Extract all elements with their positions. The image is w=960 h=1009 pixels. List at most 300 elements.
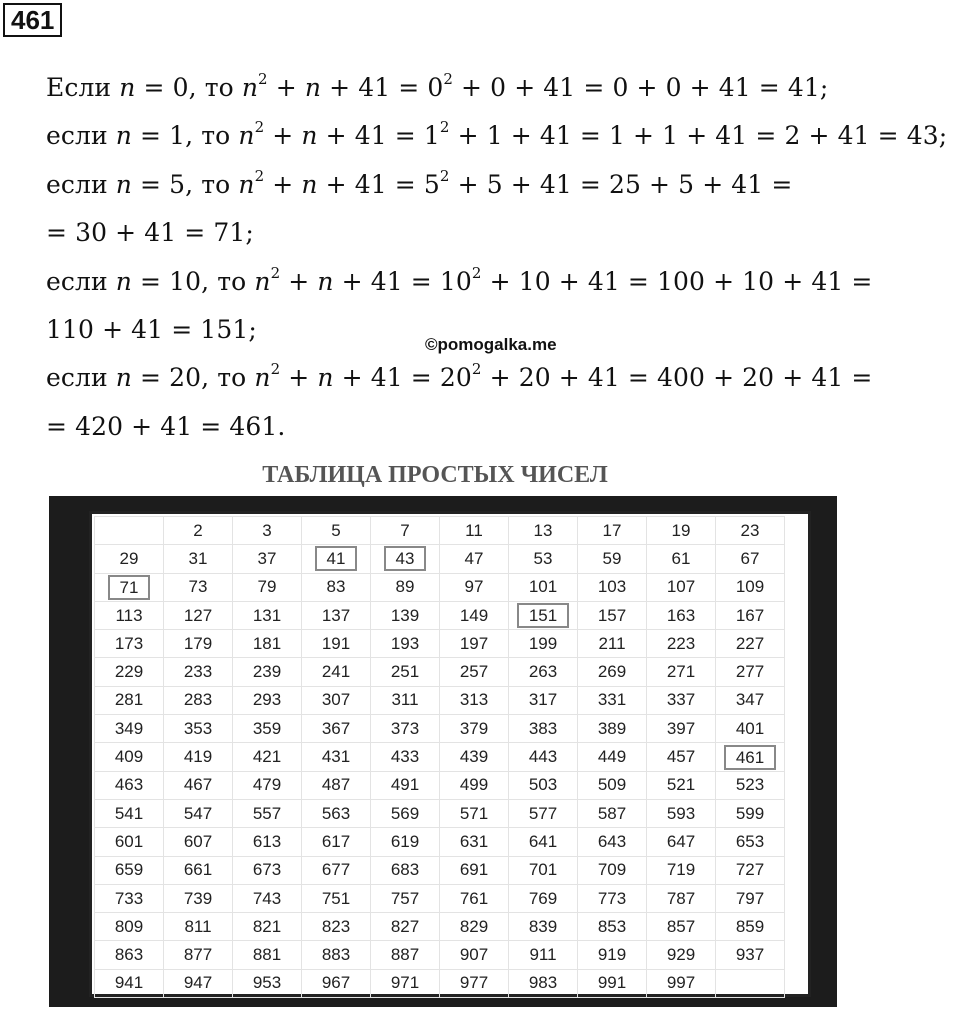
prime-value: 131 [252, 605, 282, 625]
equation-text: + 10 + 41 = 100 + 10 + 41 = [481, 266, 873, 296]
prime-cell [233, 630, 302, 658]
prime-value: 149 [459, 605, 489, 625]
prime-cell [716, 828, 785, 856]
equation-text: если [46, 169, 116, 199]
prime-value: 809 [114, 916, 144, 936]
prime-cell [716, 658, 785, 686]
prime-cell [716, 771, 785, 799]
equation-text: если [46, 363, 116, 393]
prime-value: 89 [395, 577, 415, 597]
prime-cell [302, 517, 371, 545]
prime-value: 379 [459, 718, 489, 738]
prime-value: 233 [183, 662, 213, 682]
prime-value: 347 [735, 690, 765, 710]
equation-text: + 41 = 10 [333, 266, 472, 296]
prime-value: 389 [597, 718, 627, 738]
prime-cell [95, 884, 164, 912]
prime-value: 691 [459, 860, 489, 880]
variable-n: n [238, 169, 255, 199]
table-row [95, 573, 785, 601]
prime-value: 521 [666, 775, 696, 795]
prime-value: 317 [528, 690, 558, 710]
prime-cell [233, 573, 302, 601]
prime-cell [233, 828, 302, 856]
prime-value: 3 [262, 520, 272, 540]
prime-cell [371, 715, 440, 743]
equation-text: = 0, то [135, 73, 242, 102]
prime-cell [233, 601, 302, 629]
prime-cell [647, 856, 716, 884]
prime-value: 599 [735, 803, 765, 823]
prime-value: 571 [459, 803, 489, 823]
equation-text: + 41 = 20 [333, 363, 472, 393]
prime-cell [509, 573, 578, 601]
exponent: 2 [471, 360, 482, 379]
problem-number: 461 [3, 3, 62, 37]
table-row [95, 517, 785, 545]
solution-line [46, 161, 958, 209]
prime-cell [371, 630, 440, 658]
solution-line [46, 258, 958, 306]
prime-cell [164, 913, 233, 941]
prime-cell [440, 601, 509, 629]
prime-value: 557 [252, 803, 282, 823]
prime-cell [371, 743, 440, 771]
equation-text: = 20, то [132, 363, 255, 393]
equation-text: если [46, 266, 116, 296]
prime-cell [440, 517, 509, 545]
prime-cell [164, 658, 233, 686]
prime-cell [371, 517, 440, 545]
prime-cell [578, 884, 647, 912]
solution-lines [46, 64, 958, 451]
table-row [95, 630, 785, 658]
prime-cell [164, 715, 233, 743]
prime-cell [95, 715, 164, 743]
prime-cell [233, 856, 302, 884]
prime-cell [164, 517, 233, 545]
prime-value: 593 [666, 803, 696, 823]
prime-cell [164, 856, 233, 884]
prime-table-frame [49, 496, 837, 1007]
highlighted-prime: 461 [724, 745, 776, 770]
prime-value: 601 [114, 831, 144, 851]
prime-cell [716, 573, 785, 601]
prime-cell [233, 969, 302, 997]
prime-value: 647 [666, 831, 696, 851]
prime-cell [233, 941, 302, 969]
prime-cell [95, 630, 164, 658]
prime-value: 821 [252, 916, 282, 936]
table-row [95, 545, 785, 573]
prime-value: 29 [119, 548, 139, 568]
prime-cell [578, 715, 647, 743]
prime-cell [302, 743, 371, 771]
prime-cell [509, 913, 578, 941]
exponent: 2 [471, 263, 482, 282]
prime-cell [440, 715, 509, 743]
exponent: 2 [254, 118, 265, 137]
prime-cell [371, 913, 440, 941]
prime-cell [440, 771, 509, 799]
prime-value: 587 [597, 803, 627, 823]
prime-value: 859 [735, 916, 765, 936]
prime-value: 863 [114, 945, 144, 965]
prime-cell [509, 884, 578, 912]
prime-cell [509, 799, 578, 827]
equation-text: + 0 + 41 = 0 + 0 + 41 = 41; [453, 73, 829, 102]
prime-value: 919 [597, 945, 627, 965]
prime-value: 137 [321, 605, 351, 625]
equation-text: + 41 = 0 [321, 73, 444, 102]
prime-value: 97 [464, 577, 484, 597]
prime-value: 419 [183, 747, 213, 767]
prime-value: 193 [390, 633, 420, 653]
table-row [95, 771, 785, 799]
prime-cell [716, 799, 785, 827]
variable-n: n [241, 73, 259, 102]
prime-cell [164, 743, 233, 771]
prime-value: 619 [390, 831, 420, 851]
variable-n: n [254, 266, 271, 296]
prime-cell [233, 686, 302, 714]
prime-cell [164, 799, 233, 827]
prime-value: 191 [321, 633, 351, 653]
prime-cell [578, 856, 647, 884]
prime-value: 929 [666, 945, 696, 965]
equation-text: Если [46, 73, 120, 102]
prime-cell [233, 884, 302, 912]
prime-cell [371, 686, 440, 714]
prime-value: 853 [597, 916, 627, 936]
prime-value: 661 [183, 860, 213, 880]
prime-value: 457 [666, 747, 696, 767]
prime-value: 211 [598, 633, 626, 653]
prime-value: 103 [597, 577, 627, 597]
prime-cell [440, 884, 509, 912]
exponent: 2 [439, 118, 450, 137]
prime-cell [302, 601, 371, 629]
prime-cell [371, 658, 440, 686]
prime-cell [647, 913, 716, 941]
prime-cell [578, 686, 647, 714]
prime-value: 857 [666, 916, 696, 936]
prime-value: 677 [321, 860, 351, 880]
prime-value: 719 [666, 860, 696, 880]
prime-value: 613 [252, 831, 282, 851]
prime-value: 607 [183, 831, 213, 851]
prime-cell [233, 715, 302, 743]
prime-value: 499 [459, 775, 489, 795]
prime-cell [578, 573, 647, 601]
table-row [95, 884, 785, 912]
exponent: 2 [270, 263, 281, 282]
prime-cell [509, 828, 578, 856]
prime-cell [647, 941, 716, 969]
prime-value: 5 [331, 520, 341, 540]
prime-value: 383 [528, 718, 558, 738]
prime-cell [164, 884, 233, 912]
table-row [95, 941, 785, 969]
prime-value: 83 [326, 577, 346, 597]
highlighted-prime: 41 [315, 546, 358, 571]
prime-cell [578, 941, 647, 969]
prime-cell [647, 715, 716, 743]
prime-value: 113 [115, 605, 143, 625]
prime-value: 997 [666, 973, 696, 993]
prime-value: 977 [459, 973, 489, 993]
prime-cell [95, 799, 164, 827]
prime-value: 983 [528, 973, 558, 993]
prime-value: 127 [183, 605, 213, 625]
prime-cell [578, 517, 647, 545]
prime-value: 467 [183, 775, 213, 795]
variable-n: n [304, 73, 322, 102]
table-row [95, 686, 785, 714]
prime-value: 727 [735, 860, 765, 880]
equation-text: если [46, 121, 116, 151]
table-row [95, 828, 785, 856]
variable-n: n [317, 363, 334, 393]
prime-value: 397 [666, 718, 696, 738]
prime-cell [578, 658, 647, 686]
variable-n: n [301, 169, 318, 199]
prime-cell [509, 969, 578, 997]
prime-cell [302, 856, 371, 884]
table-title: ТАБЛИЦА ПРОСТЫХ ЧИСЕЛ [262, 462, 608, 488]
prime-cell [164, 941, 233, 969]
prime-cell [95, 771, 164, 799]
prime-value: 757 [390, 888, 420, 908]
prime-value: 349 [114, 718, 144, 738]
variable-n: n [115, 121, 132, 151]
prime-value: 179 [183, 633, 213, 653]
prime-value: 797 [735, 888, 765, 908]
prime-cell [95, 517, 164, 545]
prime-value: 59 [602, 548, 622, 568]
prime-value: 7 [400, 520, 410, 540]
prime-value: 239 [252, 662, 282, 682]
prime-value: 751 [321, 888, 351, 908]
equation-text: + [280, 266, 318, 296]
prime-cell [716, 630, 785, 658]
prime-cell [509, 771, 578, 799]
equation-text: + [280, 363, 318, 393]
prime-value: 401 [735, 718, 765, 738]
prime-cell [647, 969, 716, 997]
prime-cell [509, 601, 578, 629]
prime-cell [509, 715, 578, 743]
prime-value: 271 [666, 662, 696, 682]
solution-line [46, 112, 958, 160]
prime-cell [371, 884, 440, 912]
prime-value: 2 [193, 520, 203, 540]
variable-n: n [238, 121, 255, 151]
prime-value: 739 [183, 888, 213, 908]
prime-cell [647, 771, 716, 799]
prime-cell [716, 884, 785, 912]
prime-value: 23 [740, 520, 760, 540]
prime-cell [95, 913, 164, 941]
prime-cell [578, 969, 647, 997]
prime-value: 709 [597, 860, 627, 880]
equation-text: = 5, то [132, 169, 239, 199]
prime-cell [164, 545, 233, 573]
prime-cell [509, 517, 578, 545]
prime-value: 967 [321, 973, 351, 993]
variable-n: n [115, 169, 132, 199]
prime-cell [509, 743, 578, 771]
prime-cell [647, 686, 716, 714]
table-row [95, 743, 785, 771]
prime-cell [95, 686, 164, 714]
prime-cell [578, 630, 647, 658]
prime-cell [440, 856, 509, 884]
prime-cell [233, 771, 302, 799]
prime-value: 277 [735, 662, 765, 682]
solution-line [46, 64, 958, 112]
prime-value: 311 [391, 690, 419, 710]
prime-value: 31 [188, 548, 208, 568]
prime-cell [302, 799, 371, 827]
prime-value: 887 [390, 945, 420, 965]
prime-cell [302, 969, 371, 997]
highlighted-prime: 71 [108, 575, 151, 600]
prime-cell [509, 941, 578, 969]
prime-value: 941 [114, 973, 144, 993]
table-row [95, 658, 785, 686]
prime-value: 643 [597, 831, 627, 851]
variable-n: n [301, 121, 318, 151]
prime-value: 773 [597, 888, 627, 908]
prime-cell [233, 799, 302, 827]
prime-cell [440, 743, 509, 771]
prime-cell [647, 573, 716, 601]
prime-cell [578, 743, 647, 771]
prime-cell [440, 828, 509, 856]
prime-cell [164, 686, 233, 714]
variable-n: n [115, 266, 132, 296]
prime-value: 971 [390, 973, 420, 993]
prime-value: 839 [528, 916, 558, 936]
prime-cell [95, 658, 164, 686]
prime-value: 433 [390, 747, 420, 767]
prime-value: 283 [183, 690, 213, 710]
prime-cell [95, 545, 164, 573]
table-row [95, 799, 785, 827]
prime-cell [440, 573, 509, 601]
prime-cell [371, 799, 440, 827]
prime-value: 733 [114, 888, 144, 908]
prime-cell [509, 686, 578, 714]
prime-cell [233, 743, 302, 771]
prime-value: 373 [390, 718, 420, 738]
prime-value: 337 [666, 690, 696, 710]
prime-cell [95, 941, 164, 969]
prime-cell [647, 545, 716, 573]
prime-value: 359 [252, 718, 282, 738]
table-row [95, 969, 785, 997]
equation-text: + [267, 73, 305, 102]
prime-value: 367 [321, 718, 351, 738]
prime-cell [371, 828, 440, 856]
prime-cell [716, 969, 785, 997]
prime-value: 67 [740, 548, 760, 568]
prime-cell [302, 658, 371, 686]
prime-value: 11 [465, 520, 483, 540]
prime-value: 569 [390, 803, 420, 823]
prime-cell [302, 913, 371, 941]
prime-cell [164, 771, 233, 799]
prime-cell [716, 856, 785, 884]
prime-cell [302, 545, 371, 573]
prime-value: 577 [528, 803, 558, 823]
prime-value: 241 [321, 662, 351, 682]
prime-cell [95, 969, 164, 997]
prime-cell [440, 941, 509, 969]
prime-value: 313 [459, 690, 489, 710]
prime-value: 953 [252, 973, 282, 993]
prime-value: 109 [735, 577, 765, 597]
prime-cell [164, 969, 233, 997]
prime-cell [716, 601, 785, 629]
solution-line [46, 209, 958, 257]
prime-table-inner [89, 511, 811, 997]
prime-cell [302, 686, 371, 714]
highlighted-prime: 151 [517, 603, 569, 628]
prime-cell [647, 658, 716, 686]
equation-text: + [264, 121, 302, 151]
prime-cell [164, 828, 233, 856]
variable-n: n [115, 363, 132, 393]
table-row [95, 913, 785, 941]
prime-cell [302, 715, 371, 743]
prime-cell [509, 630, 578, 658]
prime-value: 547 [183, 803, 213, 823]
table-row [95, 856, 785, 884]
prime-value: 823 [321, 916, 351, 936]
prime-cell [716, 545, 785, 573]
table-row [95, 601, 785, 629]
prime-value: 229 [114, 662, 144, 682]
prime-value: 47 [464, 548, 484, 568]
prime-value: 421 [252, 747, 282, 767]
prime-cell [578, 601, 647, 629]
table-row [95, 715, 785, 743]
prime-value: 491 [390, 775, 420, 795]
prime-value: 223 [666, 633, 696, 653]
prime-value: 463 [114, 775, 144, 795]
prime-value: 673 [252, 860, 282, 880]
prime-value: 139 [390, 605, 420, 625]
prime-cell [578, 771, 647, 799]
variable-n: n [317, 266, 334, 296]
prime-value: 641 [528, 831, 558, 851]
prime-cell [647, 828, 716, 856]
prime-value: 683 [390, 860, 420, 880]
prime-value: 257 [459, 662, 489, 682]
prime-cell [371, 573, 440, 601]
prime-value: 101 [528, 577, 558, 597]
prime-value: 53 [533, 548, 553, 568]
prime-value: 173 [114, 633, 144, 653]
prime-value: 263 [528, 662, 558, 682]
prime-cell [578, 545, 647, 573]
prime-value: 157 [597, 605, 627, 625]
prime-cell [233, 517, 302, 545]
prime-value: 877 [183, 945, 213, 965]
prime-cell [440, 969, 509, 997]
